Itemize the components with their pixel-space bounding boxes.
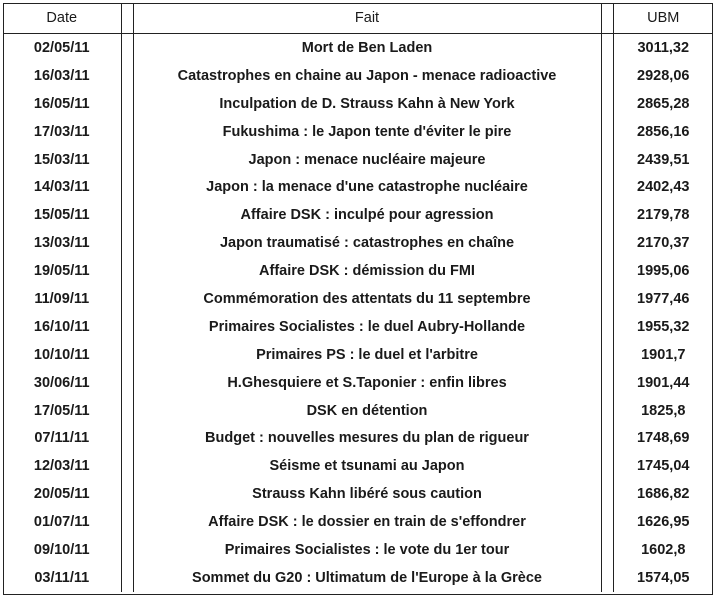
column-divider <box>121 397 133 425</box>
column-divider <box>601 452 613 480</box>
column-divider <box>121 508 133 536</box>
cell-ubm: 1995,06 <box>637 263 690 280</box>
cell-fait: H.Ghesquiere et S.Taponier : enfin libres <box>227 374 507 391</box>
column-divider <box>601 536 613 564</box>
column-divider <box>121 201 133 229</box>
cell-ubm: 2865,28 <box>637 95 690 112</box>
cell-date: 17/03/11 <box>33 123 90 140</box>
table-row <box>3 34 713 62</box>
cell-ubm: 3011,32 <box>637 39 690 56</box>
table-row <box>3 536 713 564</box>
cell-ubm: 2856,16 <box>637 123 690 140</box>
column-divider <box>121 369 133 397</box>
column-divider <box>601 90 613 118</box>
cell-fait: Fukushima : le Japon tente d'éviter le pire <box>222 123 512 140</box>
table-row <box>3 62 713 90</box>
column-divider <box>601 424 613 452</box>
column-divider <box>121 146 133 174</box>
cell-fait: Commémoration des attentats du 11 septembre <box>203 290 531 307</box>
table-row <box>3 173 713 201</box>
column-divider <box>601 285 613 313</box>
cell-ubm: 1686,82 <box>637 486 690 503</box>
column-divider <box>601 257 613 285</box>
cell-fait: Japon : menace nucléaire majeure <box>248 151 486 168</box>
header-row <box>3 3 713 34</box>
cell-date: 16/05/11 <box>33 95 90 112</box>
table-row <box>3 452 713 480</box>
column-divider <box>121 341 133 369</box>
cell-ubm: 2170,37 <box>637 235 690 252</box>
column-divider <box>601 62 613 90</box>
table-row <box>3 397 713 425</box>
cell-fait: Mort de Ben Laden <box>301 39 433 56</box>
column-divider <box>121 536 133 564</box>
table-row <box>3 201 713 229</box>
cell-date: 16/03/11 <box>33 67 90 84</box>
column-divider <box>121 452 133 480</box>
table-row <box>3 229 713 257</box>
header-ubm: UBM <box>613 3 713 34</box>
cell-ubm: 2439,51 <box>637 151 690 168</box>
cell-date: 07/11/11 <box>34 430 90 447</box>
cell-ubm: 1977,46 <box>637 290 690 307</box>
column-divider <box>121 62 133 90</box>
table-row <box>3 341 713 369</box>
cell-date: 30/06/11 <box>33 374 90 391</box>
column-divider <box>121 34 133 62</box>
cell-fait: Japon traumatisé : catastrophes en chaîne <box>219 235 515 252</box>
header-date: Date <box>3 3 121 34</box>
cell-date: 16/10/11 <box>33 318 90 335</box>
cell-date: 12/03/11 <box>33 458 90 475</box>
column-divider <box>121 564 133 592</box>
table-row <box>3 424 713 452</box>
column-divider <box>121 285 133 313</box>
column-divider <box>601 313 613 341</box>
cell-date: 14/03/11 <box>33 179 90 196</box>
column-divider <box>601 341 613 369</box>
table-row <box>3 564 713 592</box>
cell-date: 17/05/11 <box>33 402 90 419</box>
column-divider <box>121 313 133 341</box>
cell-ubm: 1745,04 <box>637 458 690 475</box>
ubm-table <box>3 3 713 592</box>
column-divider <box>601 369 613 397</box>
table-row <box>3 480 713 508</box>
cell-fait: Strauss Kahn libéré sous caution <box>252 486 482 503</box>
table-row <box>3 285 713 313</box>
cell-date: 20/05/11 <box>33 486 90 503</box>
cell-fait: Affaire DSK : inculpé pour agression <box>240 207 494 224</box>
column-divider <box>601 3 613 34</box>
cell-ubm: 1748,69 <box>637 430 690 447</box>
column-divider <box>601 118 613 146</box>
cell-date: 15/03/11 <box>33 151 90 168</box>
cell-date: 11/09/11 <box>34 290 90 307</box>
column-divider <box>601 397 613 425</box>
cell-fait: Affaire DSK : le dossier en train de s'effondrer <box>208 514 526 531</box>
header-fait: Fait <box>133 3 601 34</box>
column-divider <box>601 564 613 592</box>
cell-fait: Japon : la menace d'une catastrophe nucléaire <box>206 179 528 196</box>
cell-fait: Budget : nouvelles mesures du plan de rigueur <box>205 430 529 447</box>
cell-fait: DSK en détention <box>306 402 428 419</box>
column-divider <box>121 3 133 34</box>
column-divider <box>601 229 613 257</box>
column-divider <box>121 229 133 257</box>
column-divider <box>601 34 613 62</box>
column-divider <box>121 480 133 508</box>
table-row <box>3 508 713 536</box>
cell-date: 09/10/11 <box>33 541 90 558</box>
column-divider <box>121 424 133 452</box>
column-divider <box>121 118 133 146</box>
column-divider <box>601 146 613 174</box>
cell-fait: Affaire DSK : démission du FMI <box>259 263 475 280</box>
cell-fait: Sommet du G20 : Ultimatum de l'Europe à la Grèce <box>192 569 542 586</box>
cell-date: 13/03/11 <box>33 235 90 252</box>
table-row <box>3 118 713 146</box>
column-divider <box>601 508 613 536</box>
cell-ubm: 1602,8 <box>641 541 686 558</box>
cell-ubm: 2928,06 <box>637 67 690 84</box>
cell-fait: Primaires PS : le duel et l'arbitre <box>256 346 478 363</box>
table-body <box>3 34 713 592</box>
cell-fait: Primaires Socialistes : le duel Aubry-Hollande <box>208 318 526 335</box>
cell-date: 19/05/11 <box>33 263 90 280</box>
table-row <box>3 369 713 397</box>
cell-date: 01/07/11 <box>33 514 90 531</box>
cell-ubm: 1901,7 <box>641 346 686 363</box>
cell-ubm: 1901,44 <box>637 374 690 391</box>
table-row <box>3 257 713 285</box>
cell-ubm: 2402,43 <box>637 179 690 196</box>
cell-date: 02/05/11 <box>33 39 90 56</box>
column-divider <box>601 201 613 229</box>
cell-fait: Inculpation de D. Strauss Kahn à New York <box>219 95 515 112</box>
cell-ubm: 2179,78 <box>637 207 690 224</box>
column-divider <box>601 173 613 201</box>
cell-ubm: 1626,95 <box>637 514 690 531</box>
table-row <box>3 146 713 174</box>
table-row <box>3 90 713 118</box>
cell-fait: Primaires Socialistes : le vote du 1er tour <box>224 541 510 558</box>
cell-ubm: 1574,05 <box>637 569 690 586</box>
cell-ubm: 1825,8 <box>641 402 686 419</box>
column-divider <box>121 257 133 285</box>
cell-date: 15/05/11 <box>33 207 90 224</box>
column-divider <box>121 173 133 201</box>
column-divider <box>601 480 613 508</box>
cell-fait: Catastrophes en chaine au Japon - menace radioactive <box>177 67 557 84</box>
cell-ubm: 1955,32 <box>637 318 690 335</box>
cell-date: 03/11/11 <box>34 569 90 586</box>
cell-date: 10/10/11 <box>33 346 90 363</box>
column-divider <box>121 90 133 118</box>
cell-fait: Séisme et tsunami au Japon <box>269 458 465 475</box>
table-row <box>3 313 713 341</box>
